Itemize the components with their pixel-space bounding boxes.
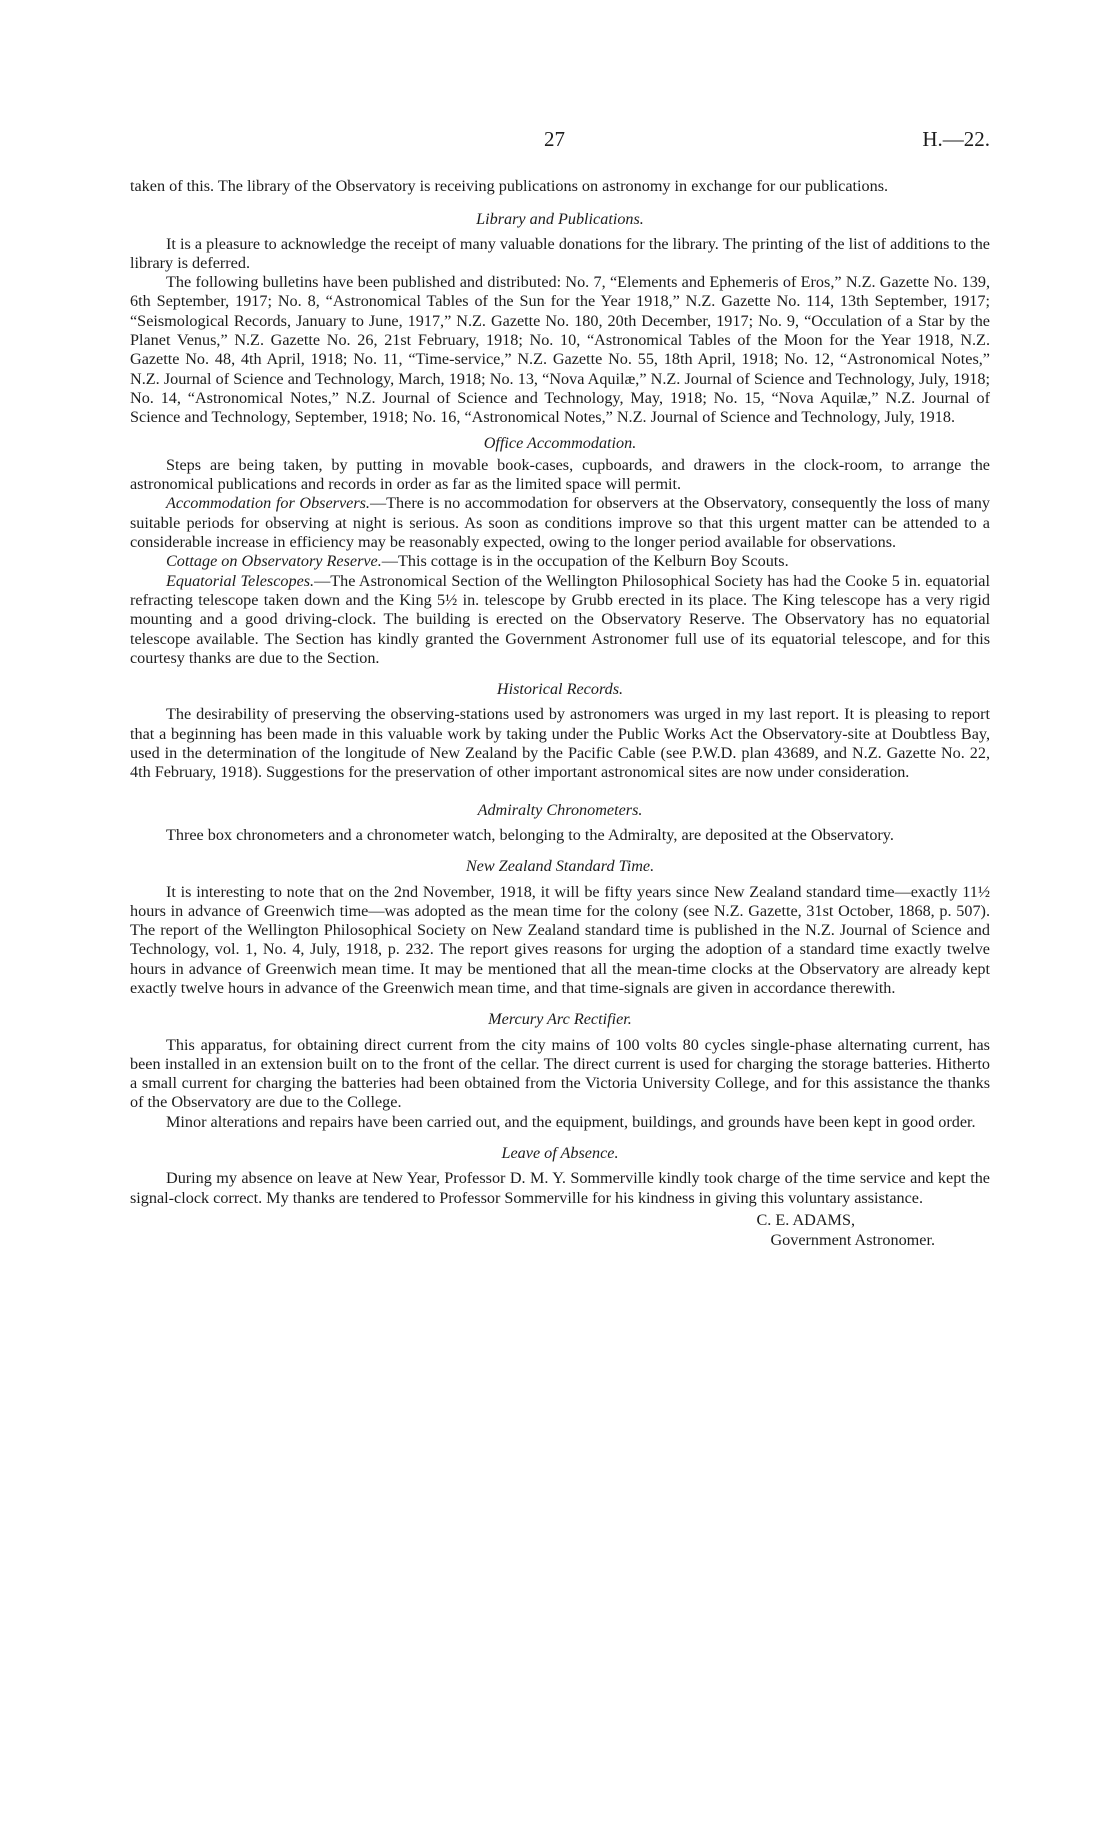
leave-heading: Leave of Absence. xyxy=(501,1144,619,1163)
nz-time-heading: New Zealand Standard Time. xyxy=(465,857,655,876)
admiralty-paragraph: Three box chronometers and a chronometer watch, belonging to the Admiralty, are deposited at the Observatory. xyxy=(166,825,894,844)
signature-title: Government Astronomer. xyxy=(770,1230,935,1249)
page-header xyxy=(130,127,990,157)
library-heading: Library and Publications. xyxy=(476,210,644,229)
page-number: 27 xyxy=(544,127,565,151)
telescopes-text: —The Astronomical Section of the Wellington Philosophical Society has had the Cooke 5 in. equatorial refracting telescope taken down and the King 5½ in. telescope by Grubb erected in its place. The King telescope has a very rigid mounting and a good driving-clock. The building is erected on the Observatory Reserve. The Observatory has no equatorial telescope available. The Section has kindly granted the Government Astronomer full use of its equatorial telescope, and for this courtesy thanks are due to the Section. xyxy=(130,571,990,667)
mercury-paragraph-1: This apparatus, for obtaining direct current from the city mains of 100 volts 80 cycles single-phase alternating current, has been installed in an extension built on to the front of the cellar. The direct current is used for charging the storage batteries. Hitherto a small current for charging the batteries had been obtained from the Victoria University College, and for this assistance the thanks of the Observatory are due to the College. xyxy=(130,1035,990,1112)
document-body xyxy=(130,177,990,1250)
cottage-subheading: Cottage on Observatory Reserve. xyxy=(166,552,382,571)
telescopes-subheading: Equatorial Telescopes. xyxy=(166,571,315,590)
observers-text: —There is no accommodation for observers at the Observatory, consequently the loss of many suitable periods for observing at night is serious. As soon as conditions improve so that this urgent matter can be attended to a considerable increase in efficiency may be reasonably expected, owing to the longer period available for observations. xyxy=(130,494,990,552)
intro-paragraph: taken of this. The library of the Observatory is receiving publications on astronomy in exchange for our publications. xyxy=(130,177,889,195)
mercury-paragraph-2: Minor alterations and repairs have been carried out, and the equipment, buildings, and grounds have been kept in good order. xyxy=(166,1112,976,1131)
nz-time-paragraph: It is interesting to note that on the 2nd November, 1918, it will be fifty years since New Zealand standard time—exactly 11½ hours in advance of Greenwich time—was adopted as the mean time for the colony (see N.Z. Gazette, 31st October, 1868, p. 507). The report of the Wellington Philosophical Society on New Zealand standard time is published in the N.Z. Journal of Science and Technology, vol. 1, No. 4, July, 1918, p. 232. The report gives reasons for urging the adoption of a standard time exactly twelve hours in advance of Greenwich mean time. It may be mentioned that all the mean-time clocks at the Observatory are already kept exactly twelve hours in advance of the Greenwich mean time, and that time-signals are given in accordance therewith. xyxy=(130,882,990,997)
document-code: H.—22. xyxy=(922,127,990,151)
admiralty-heading: Admiralty Chronometers. xyxy=(477,800,643,819)
office-paragraph-3 xyxy=(130,552,990,571)
library-paragraph-1: It is a pleasure to acknowledge the receipt of many valuable donations for the library. The printing of the list of additions to the library is deferred. xyxy=(130,234,990,272)
signature-block xyxy=(130,1210,990,1250)
office-paragraph-1: Steps are being taken, by putting in movable book-cases, cupboards, and drawers in the clock-room, to arrange the astronomical publications and records in order as far as the limited space will permit. xyxy=(130,455,990,494)
signature-name: C. E. ADAMS, xyxy=(756,1210,855,1229)
leave-paragraph: During my absence on leave at New Year, Professor D. M. Y. Sommerville kindly took charge of the time service and kept the signal-clock correct. My thanks are tendered to Professor Sommerville for his kindness in giving this voluntary assistance. xyxy=(130,1169,990,1207)
cottage-text: —This cottage is in the occupation of the Kelburn Boy Scouts. xyxy=(381,552,789,571)
office-heading: Office Accommodation. xyxy=(483,433,637,452)
office-paragraph-4 xyxy=(130,572,990,668)
library-paragraph-2: The following bulletins have been published and distributed: No. 7, “Elements and Ephemeris of Eros,” N.Z. Gazette No. 139, 6th September, 1917; No. 8, “Astronomical Tables of the Sun for the Year 1918,” N.Z. Gazette No. 114, 13th September, 1917; “Seismological Records, January to June, 1917,” N.Z. Gazette No. 180, 20th December, 1917; No. 9, “Occulation of a Star by the Planet Venus,” N.Z. Gazette No. 26, 21st February, 1918; No. 10, “Astronomical Tables of the Moon for the Year 1918, N.Z. Gazette No. 48, 4th April, 1918; No. 11, “Time-service,” N.Z. Gazette No. 55, 18th April, 1918; No. 12, “Astronomical Notes,” N.Z. Journal of Science and Technology, March, 1918; No. 13, “Nova Aquilæ,” N.Z. Journal of Science and Technology, July, 1918; No. 14, “Astronomical Notes,” N.Z. Journal of Science and Technology, May, 1918; No. 15, “Nova Aquilæ,” N.Z. Journal of Science and Technology, September, 1918; No. 16, “Astronomical Notes,” N.Z. Journal of Science and Technology, July, 1918. xyxy=(130,273,990,427)
office-paragraph-2 xyxy=(130,494,990,552)
historical-heading: Historical Records. xyxy=(496,680,624,699)
historical-paragraph: The desirability of preserving the observing-stations used by astronomers was urged in my last report. It is pleasing to report that a beginning has been made in this valuable work by taking under the Public Works Act the Observatory-site at Doubtless Bay, used in the determination of the longitude of New Zealand by the Pacific Cable (see P.W.D. plan 43689, and N.Z. Gazette No. 22, 4th February, 1918). Suggestions for the preservation of other important astronomical sites are now under consideration. xyxy=(130,705,990,782)
mercury-heading: Mercury Arc Rectifier. xyxy=(488,1010,632,1029)
observers-subheading: Accommodation for Observers. xyxy=(166,494,370,513)
